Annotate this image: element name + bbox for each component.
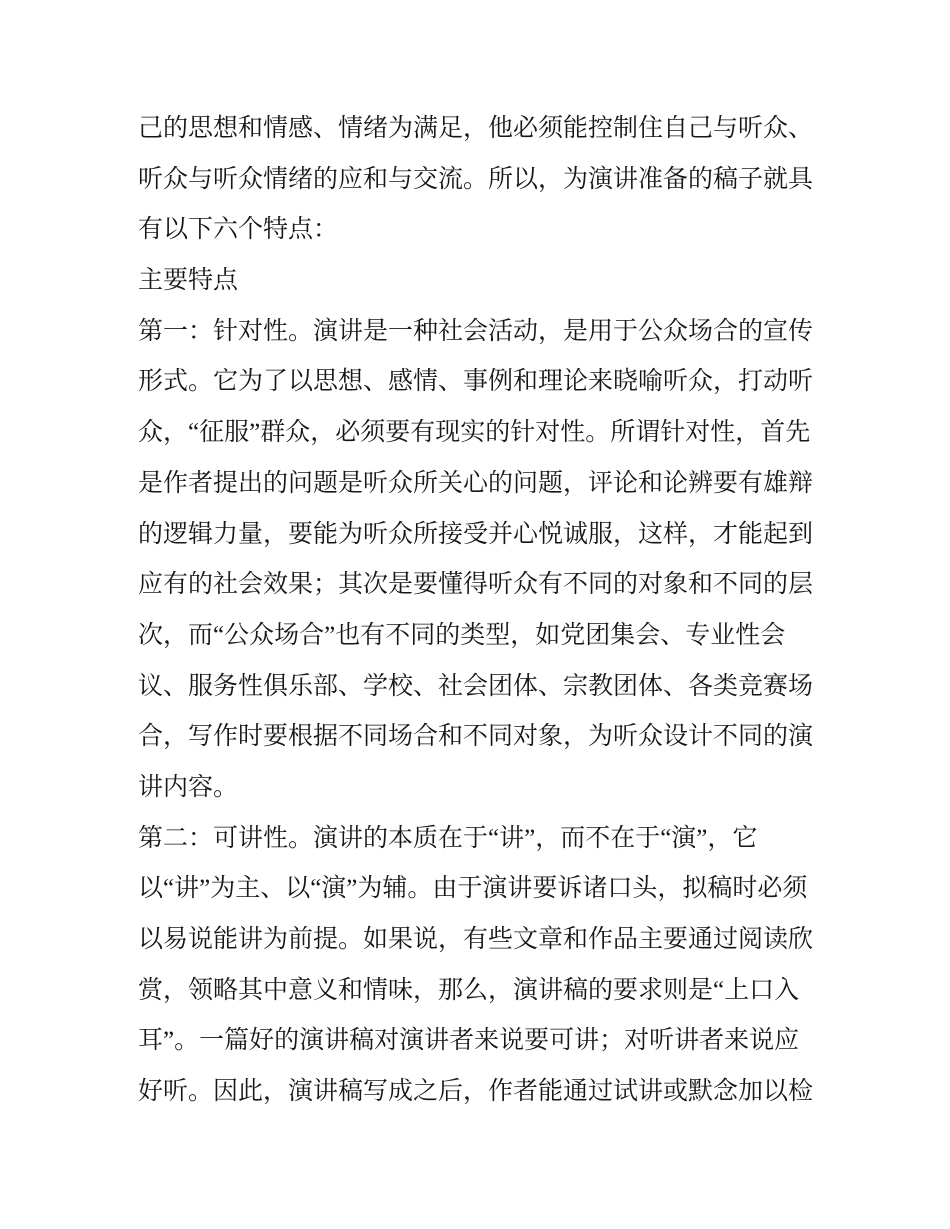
text-line: 是作者提出的问题是听众所关心的问题，评论和论辨要有雄辩 bbox=[138, 469, 814, 497]
text-line: 的逻辑力量，要能为听众所接受并心悦诚服，这样，才能起到 bbox=[138, 520, 814, 548]
text-line: 好听。因此，演讲稿写成之后，作者能通过试讲或默念加以检 bbox=[138, 1078, 814, 1106]
text-line: 以易说能讲为前提。如果说，有些文章和作品主要通过阅读欣 bbox=[138, 926, 814, 953]
text-line: 议、服务性俱乐部、学校、社会团体、宗教团体、各类竞赛场 bbox=[138, 672, 814, 700]
text-line: 讲内容。 bbox=[138, 773, 239, 801]
text-line: 合，写作时要根据不同场合和不同对象，为听众设计不同的演 bbox=[138, 723, 814, 751]
text-line: 耳”。一篇好的演讲稿对演讲者来说要可讲；对听讲者来说应 bbox=[138, 1027, 800, 1055]
text-line: 众，“征服”群众，必须要有现实的针对性。所谓针对性，首先 bbox=[138, 419, 811, 447]
text-line: 应有的社会效果；其次是要懂得听众有不同的对象和不同的层 bbox=[138, 571, 814, 599]
text-block bbox=[138, 104, 850, 1118]
text-line: 己的思想和情感、情绪为满足，他必须能控制住自己与听众、 bbox=[138, 115, 814, 142]
text-line: 形式。它为了以思想、感情、事例和理论来晓喻听众，打动听 bbox=[138, 368, 814, 396]
text-line: 次，而“公众场合”也有不同的类型，如党团集会、专业性会 bbox=[138, 621, 786, 649]
text-line: 主要特点 bbox=[138, 267, 239, 295]
text-line: 有以下六个特点： bbox=[138, 216, 339, 244]
text-line: 赏，领略其中意义和情味，那么，演讲稿的要求则是“上口入 bbox=[138, 976, 800, 1004]
text-line: 听众与听众情绪的应和与交流。所以，为演讲准备的稿子就具 bbox=[138, 165, 814, 193]
text-line: 第一：针对性。演讲是一种社会活动，是用于公众场合的宣传 bbox=[138, 317, 814, 345]
text-line: 第二：可讲性。演讲的本质在于“讲”，而不在于“演”，它 bbox=[138, 824, 758, 852]
text-line: 以“讲”为主、以“演”为辅。由于演讲要诉诸口头，拟稿时必须 bbox=[138, 875, 808, 903]
